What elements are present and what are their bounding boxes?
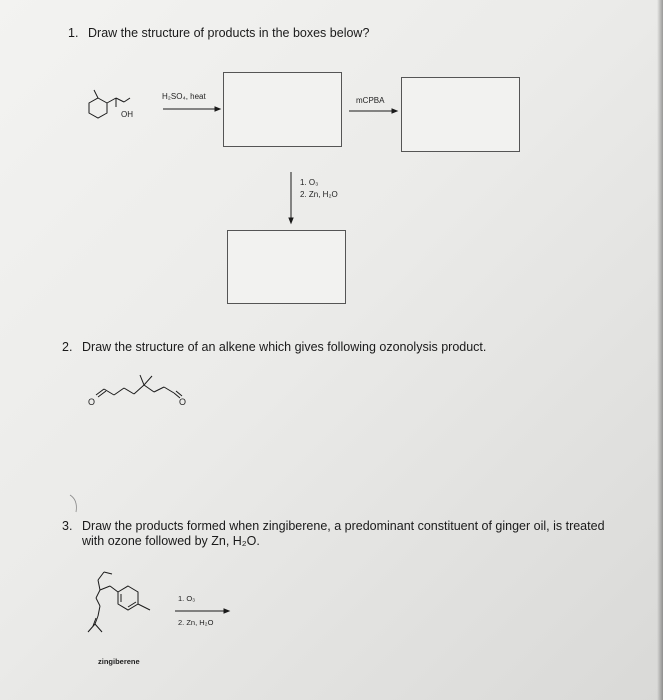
page-edge-shadow (657, 0, 663, 700)
reagent-zn-h2o-step2: 2. Zn, H₂O (300, 190, 338, 199)
pen-mark (70, 495, 76, 512)
question-3-text-line1: Draw the products formed when zingiberene, a predominant constituent of ginger oil, is treated (82, 519, 605, 533)
dicarbonyl-product-structure (96, 375, 182, 398)
question-2-number: 2. (62, 340, 73, 354)
question-1-number: 1. (68, 26, 79, 40)
question-1-text: Draw the structure of products in the boxes below? (88, 26, 370, 40)
question-2-text: Draw the structure of an alkene which gives following ozonolysis product. (82, 340, 487, 354)
reagent-zn-h2o-q3: 2. Zn, H₂O (178, 618, 214, 627)
question-3-text-line2: with ozone followed by Zn, H₂O. (82, 534, 260, 548)
methylcyclohexanol-structure (89, 90, 130, 118)
carbonyl-o-right: O (179, 397, 187, 407)
zingiberene-label: zingiberene (98, 657, 140, 666)
reagent-h2so4-heat: H₂SO₄, heat (162, 92, 206, 101)
reagent-mcpba: mCPBA (356, 96, 385, 105)
oh-label: OH (121, 110, 133, 119)
zingiberene-structure (88, 572, 150, 632)
carbonyl-o-left: O (88, 397, 96, 407)
reagent-ozone-step1: 1. O₃ (300, 178, 319, 187)
reagent-ozone-q3: 1. O₃ (178, 594, 196, 603)
question-3-number: 3. (62, 519, 73, 533)
